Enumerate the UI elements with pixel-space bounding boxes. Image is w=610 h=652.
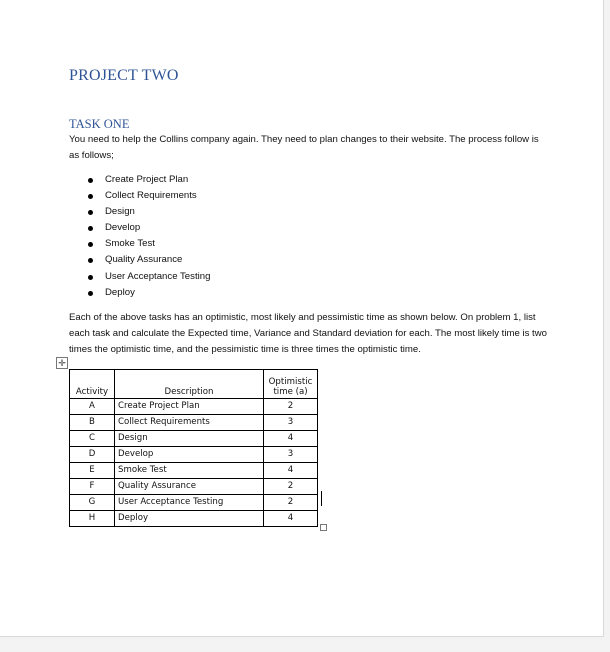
document-title: PROJECT TWO <box>69 67 179 84</box>
task-time-table[interactable] <box>69 369 318 527</box>
bullet-icon <box>88 226 93 231</box>
bullet-icon <box>88 210 93 215</box>
task-bullet-list <box>88 172 210 301</box>
cell-description[interactable]: Develop <box>115 447 264 463</box>
cell-optimistic[interactable]: 4 <box>264 463 318 479</box>
table-row <box>70 511 318 527</box>
bullet-item <box>88 188 210 204</box>
section-heading: TASK ONE <box>69 117 130 131</box>
table-row <box>70 479 318 495</box>
bullet-icon <box>88 275 93 280</box>
table-row <box>70 463 318 479</box>
cell-optimistic[interactable]: 2 <box>264 399 318 415</box>
cell-description[interactable]: Design <box>115 431 264 447</box>
cell-activity[interactable]: F <box>70 479 115 495</box>
cell-description[interactable]: User Acceptance Testing <box>115 495 264 511</box>
bullet-item <box>88 252 210 268</box>
table-move-handle-icon[interactable]: ✛ <box>56 357 68 369</box>
bullet-text: Smoke Test <box>105 238 155 250</box>
cell-activity[interactable]: A <box>70 399 115 415</box>
cell-activity[interactable]: C <box>70 431 115 447</box>
table-row <box>70 399 318 415</box>
table-row <box>70 495 318 511</box>
cell-optimistic[interactable]: 4 <box>264 511 318 527</box>
cell-optimistic[interactable]: 3 <box>264 415 318 431</box>
cell-activity[interactable]: B <box>70 415 115 431</box>
bullet-text: Create Project Plan <box>105 174 189 185</box>
cell-description[interactable]: Quality Assurance <box>115 479 264 495</box>
cell-description[interactable]: Create Project Plan <box>115 399 264 415</box>
bullet-icon <box>88 258 93 263</box>
bullet-text: Develop <box>105 222 141 234</box>
table-row <box>70 447 318 463</box>
bullet-item <box>88 269 210 285</box>
cell-description[interactable]: Smoke Test <box>115 463 264 479</box>
intro-paragraph: You need to help the Collins company again. They need to plan changes to their website. The process follow is as follows; <box>69 134 539 161</box>
table-row <box>70 415 318 431</box>
cell-description[interactable]: Collect Requirements <box>115 415 264 431</box>
cell-description[interactable]: Deploy <box>115 511 264 527</box>
bullet-item <box>88 285 210 301</box>
bullet-text: Collect Requirements <box>105 190 197 202</box>
table-header-row <box>70 370 318 399</box>
cell-activity[interactable]: H <box>70 511 115 527</box>
cell-optimistic[interactable]: 2 <box>264 479 318 495</box>
bullet-item <box>88 172 210 188</box>
bullet-item <box>88 220 210 236</box>
bullet-icon <box>88 291 93 296</box>
header-optimistic[interactable]: Optimistic time (a) <box>264 370 318 399</box>
bullet-icon <box>88 242 93 247</box>
bullet-text: Design <box>105 206 135 218</box>
bullet-text: Deploy <box>105 286 135 298</box>
bullet-icon <box>88 194 93 199</box>
table-resize-handle-icon[interactable] <box>320 524 327 531</box>
cell-optimistic[interactable]: 4 <box>264 431 318 447</box>
header-activity[interactable]: Activity <box>70 370 115 399</box>
bullet-icon <box>88 178 93 183</box>
bullet-item <box>88 236 210 252</box>
cell-activity[interactable]: G <box>70 495 115 511</box>
bullet-item <box>88 204 210 220</box>
cell-optimistic[interactable]: 2 <box>264 495 318 511</box>
text-cursor <box>321 491 322 506</box>
details-paragraph: Each of the above tasks has an optimistic, most likely and pessimistic time as shown below. On problem 1, list each task and calculate the Expected time, Variance and Standard deviation for each. The most likely time is two times the optimistic time, and the pessimistic time is three times the optimistic time. <box>69 312 547 355</box>
cell-activity[interactable]: D <box>70 447 115 463</box>
header-description[interactable]: Description <box>115 370 264 399</box>
bullet-text: Quality Assurance <box>105 254 183 266</box>
cell-optimistic[interactable]: 3 <box>264 447 318 463</box>
bullet-text: User Acceptance Testing <box>105 270 211 282</box>
table-row <box>70 431 318 447</box>
cell-activity[interactable]: E <box>70 463 115 479</box>
